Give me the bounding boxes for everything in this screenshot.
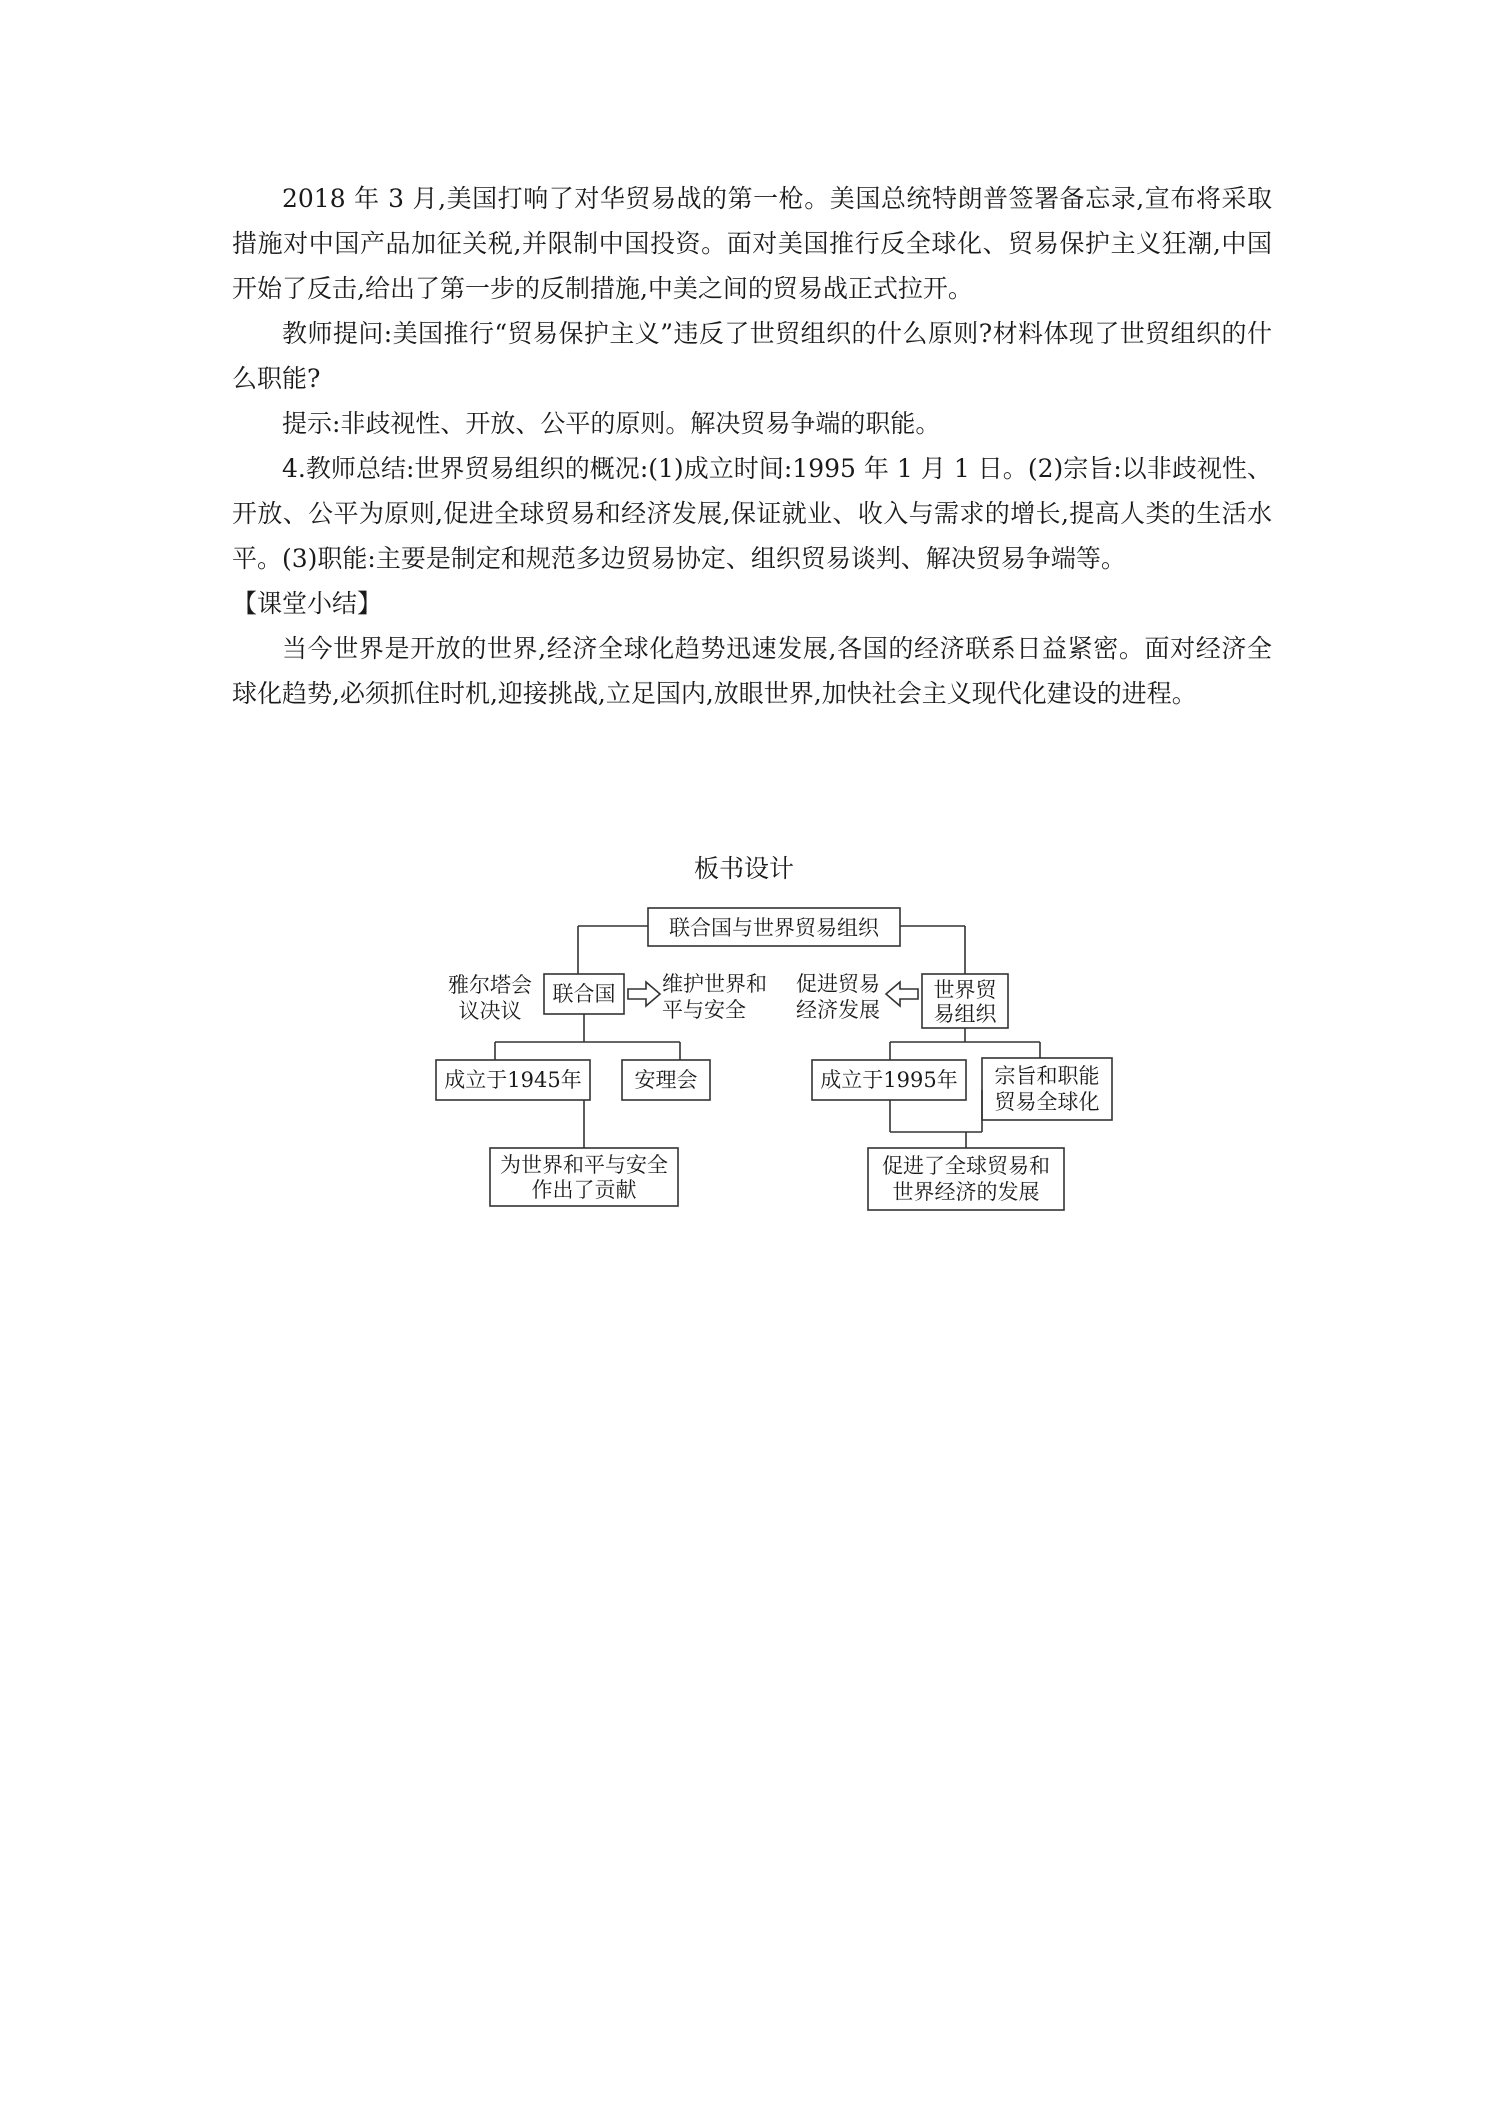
un-organ-label: 安理会	[634, 1068, 698, 1092]
wto-node-line1: 世界贸	[933, 978, 997, 1002]
arrow-left-icon	[886, 982, 918, 1006]
paragraph-trade-war: 2018 年 3 月,美国打响了对华贸易战的第一枪。美国总统特朗普签署备忘录,宣布将采取措施对中国产品加征关税,并限制中国投资。面对美国推行反全球化、贸易保护主义狂潮,中国开始了反击,给出了第一步的反制措施,中美之间的贸易战正式拉开。	[232, 184, 1272, 303]
paragraph-teacher-question: 教师提问:美国推行“贸易保护主义”违反了世贸组织的什么原则?材料体现了世贸组织的什么职能?	[232, 319, 1272, 393]
left-origin-line2: 议决议	[458, 999, 522, 1023]
arrow-right-icon	[628, 982, 660, 1006]
un-node-label: 联合国	[552, 982, 616, 1006]
right-goal-line1: 促进贸易	[796, 972, 880, 996]
wto-purpose-line2: 贸易全球化	[994, 1090, 1100, 1114]
un-founded-label: 成立于1945年	[444, 1068, 582, 1092]
un-result-line1: 为世界和平与安全	[500, 1153, 668, 1177]
left-goal-line1: 维护世界和	[662, 972, 767, 996]
wto-purpose-line1: 宗旨和职能	[994, 1064, 1100, 1088]
wto-result-line1: 促进了全球贸易和	[882, 1154, 1050, 1178]
un-result-line2: 作出了贡献	[531, 1178, 637, 1202]
left-origin-line1: 雅尔塔会	[448, 973, 532, 997]
summary-heading: 【课堂小结】	[232, 589, 383, 618]
wto-node-line2: 易组织	[933, 1002, 997, 1026]
left-goal-line2: 平与安全	[662, 998, 746, 1022]
top-node-label: 联合国与世界贸易组织	[669, 916, 879, 940]
paragraph-hint: 提示:非歧视性、开放、公平的原则。解决贸易争端的职能。	[282, 409, 941, 438]
wto-founded-label: 成立于1995年	[820, 1068, 958, 1092]
wto-result-line2: 世界经济的发展	[892, 1180, 1040, 1204]
summary-paragraph: 当今世界是开放的世界,经济全球化趋势迅速发展,各国的经济联系日益紧密。面对经济全球化趋势,必须抓住时机,迎接挑战,立足国内,放眼世界,加快社会主义现代化建设的进程。	[232, 634, 1272, 708]
board-design-title: 板书设计	[693, 854, 794, 883]
paragraph-teacher-summary: 4.教师总结:世界贸易组织的概况:(1)成立时间:1995 年 1 月 1 日。(2)宗旨:以非歧视性、开放、公平为原则,促进全球贸易和经济发展,保证就业、收入与需求的增长,提高人类的生活水平。(3)职能:主要是制定和规范多边贸易协定、组织贸易谈判、解决贸易争端等。	[232, 454, 1272, 573]
right-goal-line2: 经济发展	[796, 998, 880, 1022]
